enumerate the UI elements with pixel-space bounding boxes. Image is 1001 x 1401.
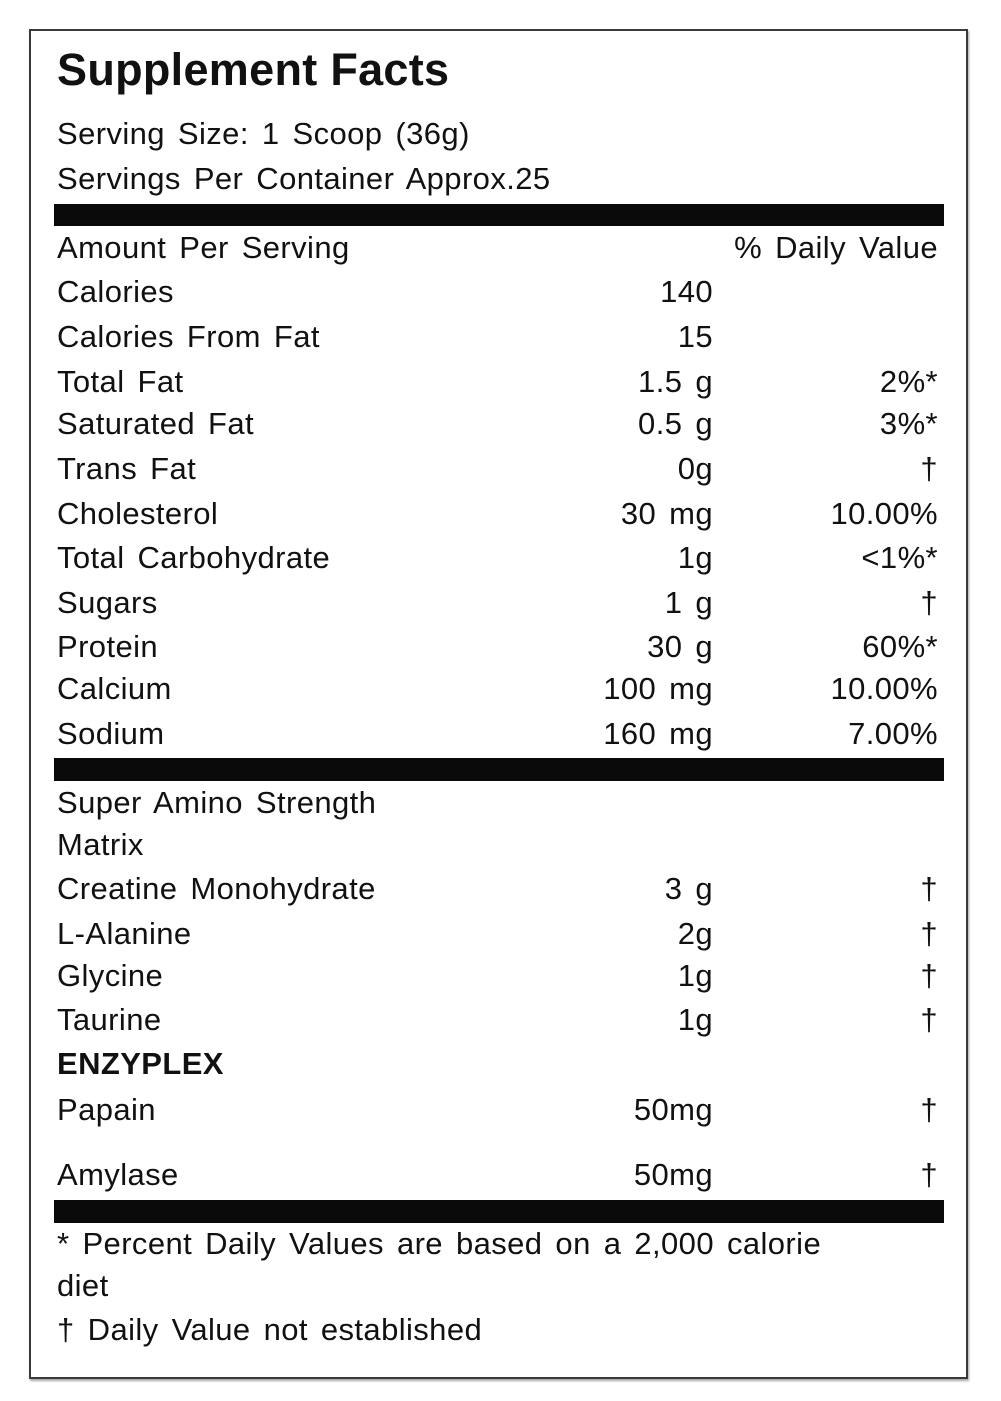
nutrient-dv: 10.00%: [830, 671, 938, 706]
ingredient-amount: 50mg: [633, 1157, 713, 1192]
blend-row-l-alanine: [0, 916, 1001, 956]
ingredient-amount: 1g: [677, 1002, 713, 1037]
nutrient-row-sodium: [0, 716, 1001, 756]
nutrient-amount: 140: [660, 274, 713, 309]
dagger-icon: †: [920, 958, 938, 993]
enzyplex-title: ENZYPLEX: [57, 1046, 224, 1081]
nutrient-amount: 160 mg: [603, 716, 713, 751]
panel-title: Supplement Facts: [57, 44, 450, 95]
nutrient-row-protein: [0, 629, 1001, 669]
daily-value-label: % Daily Value: [734, 230, 938, 265]
nutrient-row-calories-from-fat: [0, 319, 1001, 359]
servings-per-container: Servings Per Container Approx.25: [57, 161, 551, 196]
nutrient-dv: †: [920, 585, 938, 620]
nutrient-amount: 30 g: [647, 629, 713, 664]
nutrient-row-sugars: [0, 585, 1001, 625]
blend-title-line1: Super Amino Strength: [57, 785, 377, 820]
nutrient-name: Cholesterol: [57, 496, 219, 531]
nutrient-amount: 0g: [677, 451, 713, 486]
enzyplex-row-papain: [0, 1092, 1001, 1132]
nutrient-row-saturated-fat: [0, 406, 1001, 446]
footnote-diet: diet: [57, 1268, 109, 1303]
dagger-icon: †: [920, 871, 938, 906]
nutrient-amount: 0.5 g: [638, 406, 713, 441]
footnote-dagger: † Daily Value not established: [57, 1312, 483, 1347]
blend-row-glycine: [0, 958, 1001, 998]
dagger-icon: †: [920, 1092, 938, 1127]
ingredient-amount: 50mg: [633, 1092, 713, 1127]
dagger-icon: †: [920, 916, 938, 951]
ingredient-name: Amylase: [57, 1157, 179, 1192]
nutrient-amount: 30 mg: [620, 496, 713, 531]
nutrient-amount: 15: [677, 319, 713, 354]
blend-title-line2: Matrix: [57, 827, 144, 862]
nutrient-name: Trans Fat: [57, 451, 197, 486]
ingredient-amount: 1g: [677, 958, 713, 993]
footnote-percent-daily-values: * Percent Daily Values are based on a 2,000 calorie: [57, 1226, 822, 1261]
nutrient-row-total-fat: [0, 364, 1001, 404]
nutrient-dv: 2%*: [879, 364, 938, 399]
ingredient-name: Papain: [57, 1092, 156, 1127]
nutrient-amount: 1.5 g: [638, 364, 713, 399]
nutrient-dv: 3%*: [879, 406, 938, 441]
blend-row-creatine-monohydrate: [0, 871, 1001, 911]
dagger-icon: †: [920, 1157, 938, 1192]
nutrient-name: Protein: [57, 629, 159, 664]
blend-row-taurine: [0, 1002, 1001, 1042]
nutrient-name: Sodium: [57, 716, 165, 751]
nutrient-row-trans-fat: [0, 451, 1001, 491]
ingredient-amount: 2g: [677, 916, 713, 951]
enzyplex-row-amylase: [0, 1157, 1001, 1197]
nutrient-amount: 100 mg: [603, 671, 713, 706]
nutrient-name: Calcium: [57, 671, 172, 706]
ingredient-name: L-Alanine: [57, 916, 192, 951]
nutrient-row-calcium: [0, 671, 1001, 711]
thick-divider-top: [54, 204, 944, 226]
nutrient-amount: 1g: [677, 540, 713, 575]
ingredient-amount: 3 g: [664, 871, 713, 906]
thick-divider-middle: [54, 758, 944, 781]
thick-divider-bottom: [54, 1200, 944, 1223]
dagger-icon: †: [920, 1002, 938, 1037]
nutrient-row-cholesterol: [0, 496, 1001, 536]
nutrient-name: Calories From Fat: [57, 319, 320, 354]
nutrient-row-calories: [0, 274, 1001, 314]
ingredient-name: Taurine: [57, 1002, 162, 1037]
ingredient-name: Creatine Monohydrate: [57, 871, 376, 906]
nutrient-dv: <1%*: [861, 540, 938, 575]
nutrient-dv: 10.00%: [830, 496, 938, 531]
nutrient-dv: 7.00%: [848, 716, 938, 751]
nutrient-name: Sugars: [57, 585, 158, 620]
amount-per-serving-label: Amount Per Serving: [57, 230, 350, 265]
nutrient-name: Calories: [57, 274, 174, 309]
nutrient-row-total-carbohydrate: [0, 540, 1001, 580]
nutrient-name: Total Fat: [57, 364, 184, 399]
nutrient-name: Saturated Fat: [57, 406, 255, 441]
ingredient-name: Glycine: [57, 958, 164, 993]
nutrient-dv: †: [920, 451, 938, 486]
nutrient-dv: 60%*: [862, 629, 938, 664]
nutrient-name: Total Carbohydrate: [57, 540, 331, 575]
serving-size: Serving Size: 1 Scoop (36g): [57, 116, 470, 151]
nutrient-amount: 1 g: [664, 585, 713, 620]
